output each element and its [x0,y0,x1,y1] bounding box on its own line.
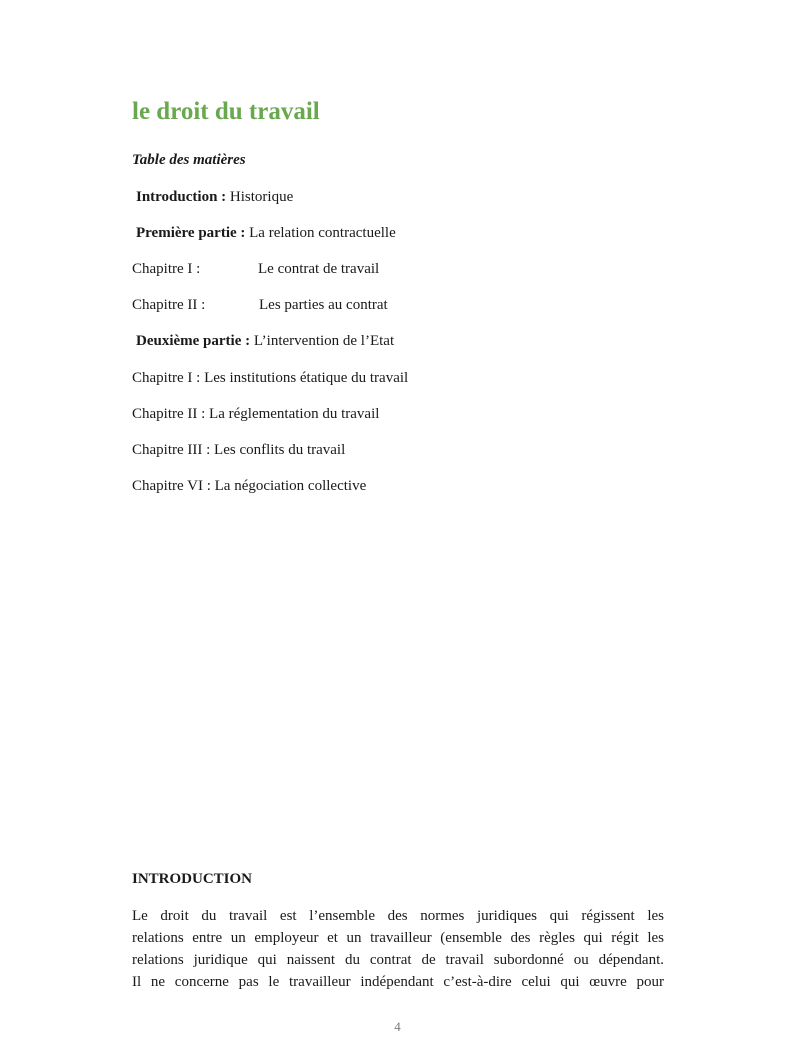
toc-text: Le contrat de travail [258,261,380,277]
toc-label: Première partie : [136,225,246,241]
toc-entry-part2-chapter2: Chapitre II : La réglementation du travail [132,406,380,422]
paragraph-line: Il ne concerne pas le travailleur indépendant c’est-à-dire celui qui œuvre pour [132,974,664,990]
toc-label: Chapitre I : [132,261,201,277]
paragraph-line: Le droit du travail est l’ensemble des normes juridiques qui régissent les [132,908,664,924]
toc-entry-part1 [136,225,396,242]
page-number: 4 [394,1019,401,1034]
toc-text: La relation contractuelle [245,225,396,241]
toc-entry-part1-chapter1 [132,261,532,278]
toc-text: L’intervention de l’Etat [250,333,395,349]
toc-entry-part2-chapter1: Chapitre I : Les institutions étatique du travail [132,370,409,386]
toc-text: Historique [226,189,294,205]
document-title: le droit du travail [132,98,320,125]
paragraph-line: relations juridique qui naissent du contrat de travail subordonné ou dépendant. [132,952,664,968]
toc-entry-part2-chapter3: Chapitre III : Les conflits du travail [132,442,346,458]
toc-heading: Table des matières [132,152,246,168]
toc-entry-introduction [136,189,293,206]
toc-entry-part1-chapter2 [132,297,532,314]
toc-text: Les parties au contrat [259,297,388,313]
toc-entry-part2 [136,333,394,350]
toc-label: Chapitre II : [132,297,206,313]
toc-entry-part2-chapter4: Chapitre VI : La négociation collective [132,478,367,494]
toc-label: Deuxième partie : [136,333,251,349]
paragraph-line: relations entre un employeur et un travailleur (ensemble des règles qui régit les [132,930,664,946]
introduction-paragraph [132,905,664,993]
toc-label: Introduction : [136,189,227,205]
introduction-heading: INTRODUCTION [132,871,253,887]
